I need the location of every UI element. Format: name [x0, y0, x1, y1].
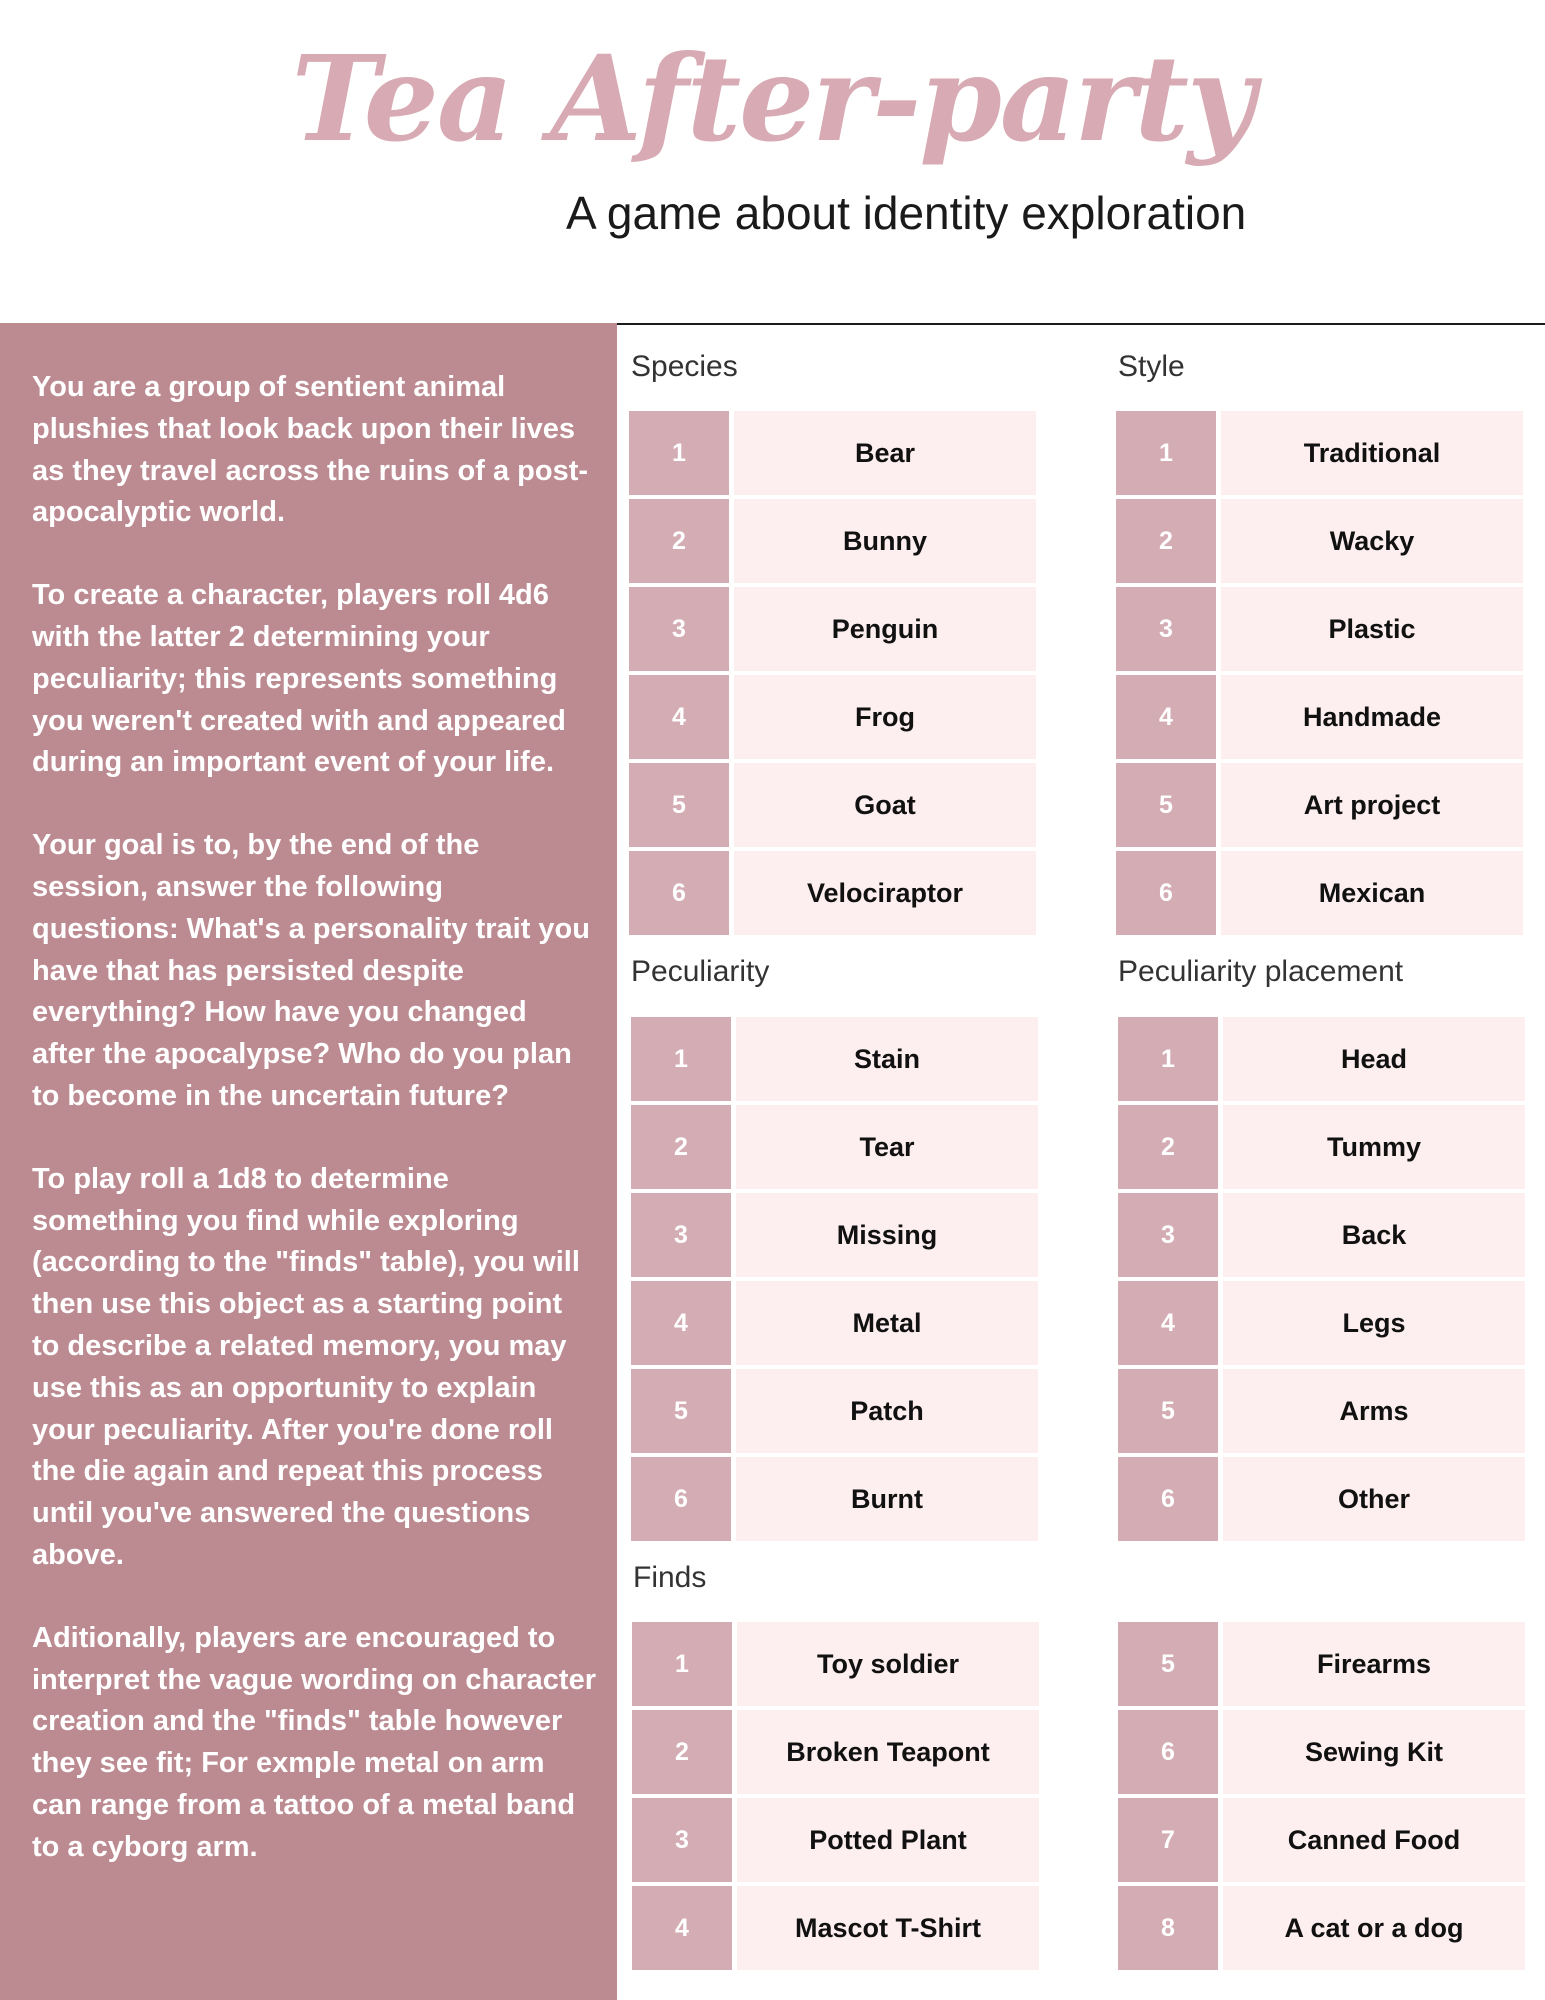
- rules-paragraph-intro: You are a group of sentient animal plushies that look back upon their lives as they travel across the ruins of a post-apocalyptic world.: [32, 371, 589, 529]
- roll-result: Firearms: [1223, 1622, 1525, 1706]
- roll-number: 5: [631, 1369, 731, 1453]
- roll-result: A cat or a dog: [1223, 1886, 1525, 1970]
- table-row: [632, 1798, 1039, 1882]
- roll-result: Frog: [734, 675, 1036, 759]
- roll-result: Canned Food: [1223, 1798, 1525, 1882]
- roll-number: 6: [1116, 851, 1216, 935]
- roll-number: 4: [1116, 675, 1216, 759]
- roll-number: 5: [1118, 1369, 1218, 1453]
- roll-result: Other: [1223, 1457, 1525, 1541]
- table-row: [1118, 1193, 1525, 1277]
- style-heading: Style: [1118, 350, 1185, 383]
- table-row: [1116, 499, 1523, 583]
- roll-number: 3: [632, 1798, 732, 1882]
- table-row: [632, 1622, 1039, 1706]
- roll-result: Burnt: [736, 1457, 1038, 1541]
- table-row: [1118, 1281, 1525, 1365]
- roll-result: Toy soldier: [737, 1622, 1039, 1706]
- roll-result: Head: [1223, 1017, 1525, 1101]
- roll-number: 1: [632, 1622, 732, 1706]
- roll-result: Arms: [1223, 1369, 1525, 1453]
- table-row: [631, 1105, 1038, 1189]
- roll-number: 2: [632, 1710, 732, 1794]
- roll-result: Missing: [736, 1193, 1038, 1277]
- roll-result: Metal: [736, 1281, 1038, 1365]
- rules-paragraph-play: To play roll a 1d8 to determine something you find while exploring (according to the "finds" table), you will then use this object as a starting point to describe a related memory, you may use this as an opportunity to explain your peculiarity. After you're done roll the die again and repeat this process until you've answered the questions above.: [32, 1162, 580, 1571]
- roll-number: 3: [631, 1193, 731, 1277]
- page-subtitle: A game about identity exploration: [566, 187, 1247, 239]
- roll-result: Legs: [1223, 1281, 1525, 1365]
- table-row: [1118, 1798, 1525, 1882]
- rules-paragraph-character: To create a character, players roll 4d6 with the latter 2 determining your peculiarity; this represents something you weren't created with and appeared during an important event of your life.: [32, 579, 566, 779]
- roll-number: 5: [629, 763, 729, 847]
- roll-result: Potted Plant: [737, 1798, 1039, 1882]
- table-row: [1118, 1886, 1525, 1970]
- roll-number: 1: [629, 411, 729, 495]
- roll-result: Plastic: [1221, 587, 1523, 671]
- rules-sidebar: [0, 323, 617, 2000]
- roll-number: 3: [629, 587, 729, 671]
- roll-number: 3: [1118, 1193, 1218, 1277]
- table-row: [1116, 851, 1523, 935]
- roll-number: 7: [1118, 1798, 1218, 1882]
- rules-paragraph-goal: Your goal is to, by the end of the session, answer the following questions: What's a personality trait you have that has persisted despite everything? How have you changed after the apocalypse? Who do you plan to become in the uncertain future?: [32, 829, 590, 1112]
- roll-number: 2: [629, 499, 729, 583]
- table-row: [1118, 1105, 1525, 1189]
- roll-number: 1: [1118, 1017, 1218, 1101]
- table-row: [629, 499, 1036, 583]
- table-row: [629, 851, 1036, 935]
- roll-number: 6: [629, 851, 729, 935]
- roll-result: Goat: [734, 763, 1036, 847]
- table-row: [631, 1017, 1038, 1101]
- roll-number: 3: [1116, 587, 1216, 671]
- roll-result: Back: [1223, 1193, 1525, 1277]
- roll-result: Wacky: [1221, 499, 1523, 583]
- table-row: [632, 1886, 1039, 1970]
- roll-number: 6: [631, 1457, 731, 1541]
- roll-number: 1: [631, 1017, 731, 1101]
- table-row: [629, 675, 1036, 759]
- roll-number: 5: [1116, 763, 1216, 847]
- table-row: [631, 1193, 1038, 1277]
- table-row: [1118, 1622, 1525, 1706]
- table-row: [629, 587, 1036, 671]
- roll-number: 6: [1118, 1710, 1218, 1794]
- roll-number: 6: [1118, 1457, 1218, 1541]
- roll-result: Broken Teapont: [737, 1710, 1039, 1794]
- roll-number: 5: [1118, 1622, 1218, 1706]
- roll-number: 2: [1118, 1105, 1218, 1189]
- finds-heading: Finds: [633, 1561, 707, 1594]
- roll-result: Tummy: [1223, 1105, 1525, 1189]
- page-title: Tea After-party: [291, 29, 1254, 168]
- roll-result: Mexican: [1221, 851, 1523, 935]
- table-row: [1116, 411, 1523, 495]
- roll-number: 2: [631, 1105, 731, 1189]
- roll-number: 4: [631, 1281, 731, 1365]
- placement-heading: Peculiarity placement: [1118, 955, 1404, 988]
- roll-number: 2: [1116, 499, 1216, 583]
- roll-number: 1: [1116, 411, 1216, 495]
- roll-number: 4: [1118, 1281, 1218, 1365]
- roll-result: Traditional: [1221, 411, 1523, 495]
- table-row: [631, 1457, 1038, 1541]
- table-row: [1116, 587, 1523, 671]
- roll-result: Stain: [736, 1017, 1038, 1101]
- roll-result: Penguin: [734, 587, 1036, 671]
- table-row: [1118, 1369, 1525, 1453]
- roll-number: 4: [632, 1886, 732, 1970]
- roll-result: Tear: [736, 1105, 1038, 1189]
- roll-result: Handmade: [1221, 675, 1523, 759]
- table-row: [631, 1369, 1038, 1453]
- rules-paragraph-additional: Aditionally, players are encouraged to interpret the vague wording on character creation and the "finds" table however they see fit; For exmple metal on arm can range from a tattoo of a metal band to a cyborg arm.: [32, 1621, 596, 1863]
- table-row: [632, 1710, 1039, 1794]
- roll-result: Bunny: [734, 499, 1036, 583]
- roll-result: Mascot T-Shirt: [737, 1886, 1039, 1970]
- header-divider: [617, 323, 1545, 325]
- roll-result: Sewing Kit: [1223, 1710, 1525, 1794]
- roll-result: Velociraptor: [734, 851, 1036, 935]
- table-row: [631, 1281, 1038, 1365]
- roll-number: 8: [1118, 1886, 1218, 1970]
- table-row: [1116, 675, 1523, 759]
- species-heading: Species: [631, 350, 738, 383]
- roll-result: Bear: [734, 411, 1036, 495]
- table-row: [1116, 763, 1523, 847]
- roll-result: Art project: [1221, 763, 1523, 847]
- table-row: [629, 763, 1036, 847]
- table-row: [1118, 1457, 1525, 1541]
- table-row: [1118, 1710, 1525, 1794]
- roll-number: 4: [629, 675, 729, 759]
- table-row: [629, 411, 1036, 495]
- roll-result: Patch: [736, 1369, 1038, 1453]
- peculiarity-heading: Peculiarity: [631, 955, 770, 988]
- table-row: [1118, 1017, 1525, 1101]
